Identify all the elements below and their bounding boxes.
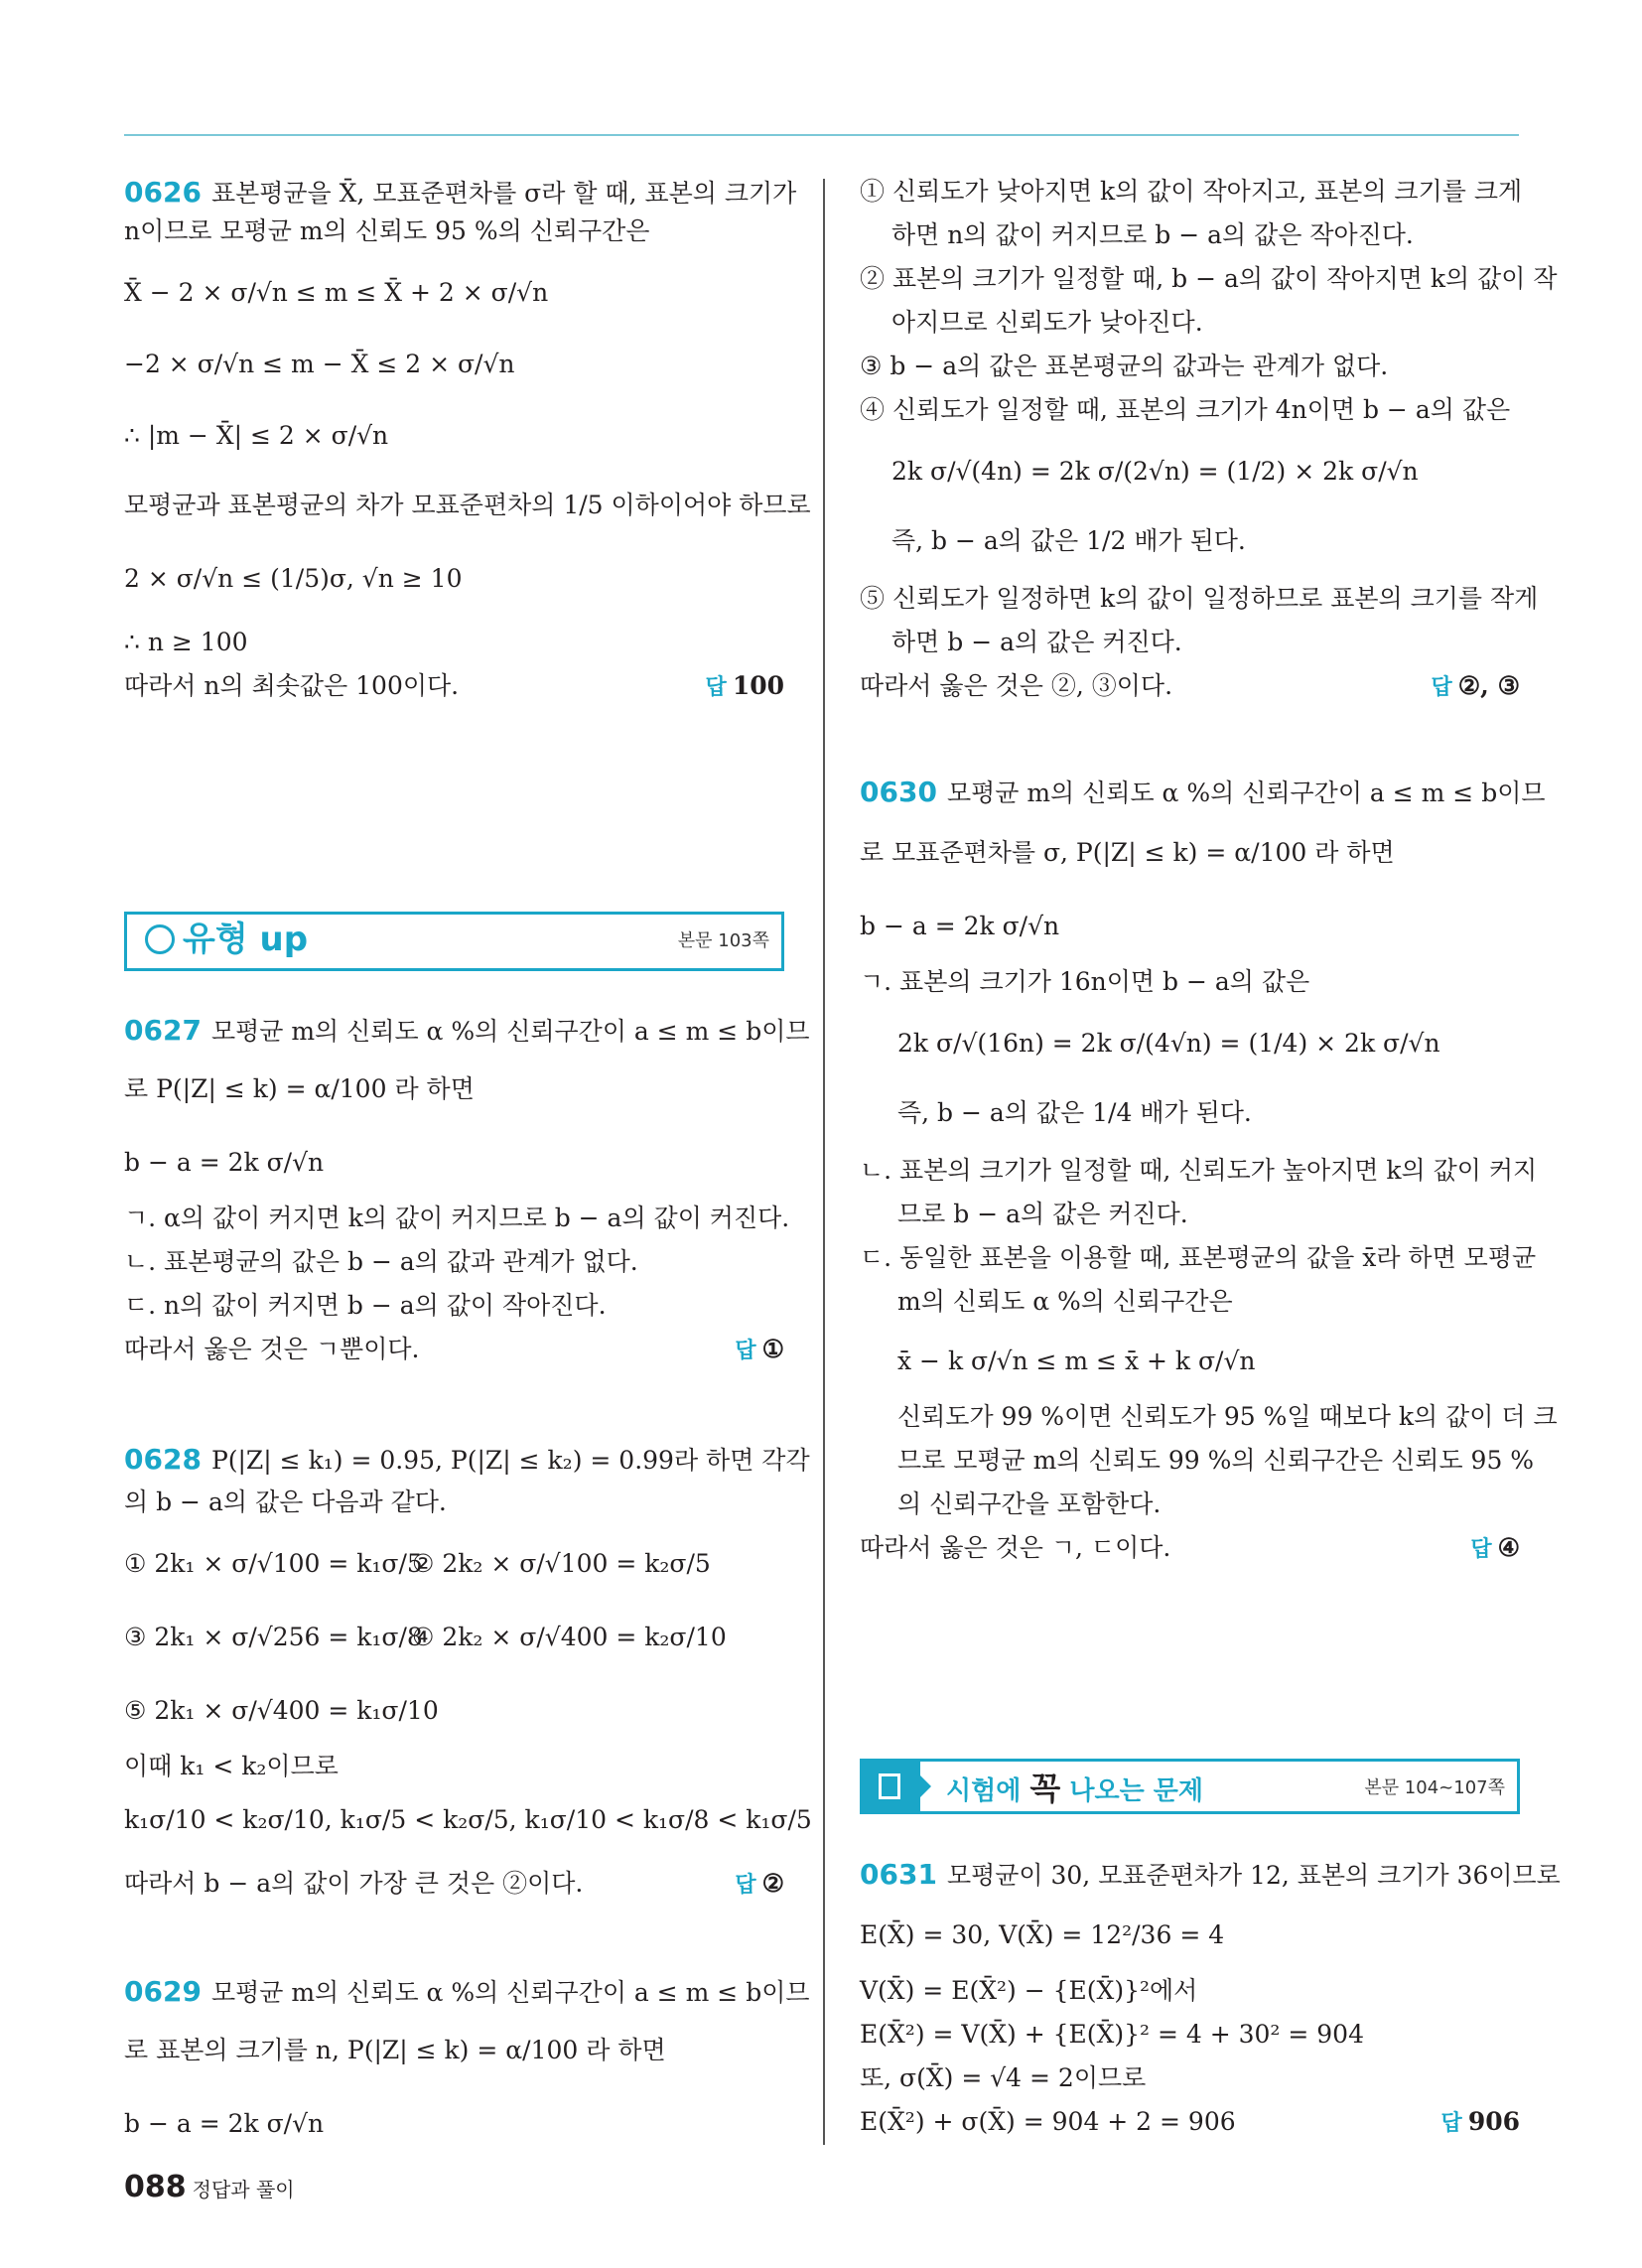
problem-0630-line-1: 0630 모평균 m의 신뢰도 α %의 신뢰구간이 a ≤ m ≤ b이므: [860, 776, 1546, 808]
problem-0627-line-2: 로 P(|Z| ≤ k) = α/100 라 하면: [124, 1074, 475, 1103]
problem-0626-line-2: n이므로 모평균 m의 신뢰도 95 %의 신뢰구간은: [124, 216, 650, 245]
problem-0626-line-9: 따라서 n의 최솟값은 100이다.: [124, 671, 460, 700]
problem-0630-line-2: 로 모표준편차를 σ, P(|Z| ≤ k) = α/100 라 하면: [860, 838, 1395, 867]
problem-0631-line-5: 또, σ(X̄) = √4 = 2이므로: [860, 2063, 1147, 2092]
choice-4-formula: 2k σ/√(4n) = 2k σ/(2√n) = (1/2) × 2k σ/√n: [891, 457, 1419, 486]
problem-0626-line-5: ∴ |m − X̄| ≤ 2 × σ/√n: [124, 421, 389, 450]
column-divider: [823, 179, 825, 2145]
section-header-exam-problems: [860, 1759, 1520, 1814]
problem-number: 0629: [124, 1975, 202, 2008]
problem-0628-line-4: k₁σ/10 < k₂σ/10, k₁σ/5 < k₂σ/5, k₁σ/10 < k₁σ/8 < k₁σ/5: [124, 1805, 812, 1834]
problem-0626-line-6: 모평균과 표본평균의 차가 모표준편차의 1/5 이하이어야 하므로: [124, 491, 811, 519]
problem-0631-line-3: V(X̄) = E(X̄²) − {E(X̄)}²에서: [860, 1976, 1198, 2005]
problem-0627-line-7: 따라서 옳은 것은 ㄱ뿐이다.: [124, 1335, 420, 1363]
problem-0630-line-4: ㄱ. 표본의 크기가 16n이면 b − a의 값은: [860, 967, 1310, 996]
choice-1-line-2: 하면 n의 값이 커지므로 b − a의 값은 작아진다.: [891, 220, 1414, 249]
problem-0630-line-10: m의 신뢰도 α %의 신뢰구간은: [897, 1287, 1233, 1316]
problem-0627-line-4: ㄱ. α의 값이 커지면 k의 값이 커지므로 b − a의 값이 커진다.: [124, 1204, 790, 1232]
answer-0626: 답 100: [705, 671, 784, 700]
page-footer: [124, 2170, 295, 2204]
section-page-ref: 본문 104~107쪽: [1364, 1777, 1505, 1798]
choice-2-line-1: ② 표본의 크기가 일정할 때, b − a의 값이 작아지면 k의 값이 작: [860, 264, 1558, 293]
problem-0626-line-3: X̄ − 2 × σ/√n ≤ m ≤ X̄ + 2 × σ/√n: [124, 278, 549, 307]
section-label: 정답과 풀이: [192, 2178, 295, 2201]
problem-0628-line-5: 따라서 b − a의 값이 가장 큰 것은 ②이다.: [124, 1869, 584, 1898]
problem-0630-line-5: 2k σ/√(16n) = 2k σ/(4√n) = (1/4) × 2k σ/√n: [897, 1029, 1440, 1058]
choice-3: ③ b − a의 값은 표본평균의 값과는 관계가 없다.: [860, 352, 1389, 380]
problem-number: 0628: [124, 1443, 202, 1476]
problem-0627-line-3: b − a = 2k σ/√n: [124, 1148, 325, 1177]
problem-0630-line-13: 므로 모평균 m의 신뢰도 99 %의 신뢰구간은 신뢰도 95 %: [897, 1446, 1535, 1475]
problem-0630-line-12: 신뢰도가 99 %이면 신뢰도가 95 %일 때보다 k의 값이 더 크: [897, 1402, 1558, 1431]
answer-0627: 답 ①: [735, 1335, 784, 1363]
page-number: 088: [124, 2170, 187, 2204]
problem-number: 0626: [124, 176, 202, 209]
option-5: ⑤ 2k₁ × σ/√400 = k₁σ/10: [124, 1696, 439, 1725]
answer-0631: 답 906: [1440, 2107, 1520, 2136]
problem-0631-line-4: E(X̄²) = V(X̄) + {E(X̄)}² = 4 + 30² = 904: [860, 2020, 1364, 2049]
problem-0630-line-15: 따라서 옳은 것은 ㄱ, ㄷ이다.: [860, 1533, 1171, 1562]
problem-0628-line-3: 이때 k₁ < k₂이므로: [124, 1752, 339, 1780]
type-up-icon: [145, 924, 175, 954]
problem-0629-line-3: b − a = 2k σ/√n: [124, 2109, 325, 2138]
problem-0630-line-14: 의 신뢰구간을 포함한다.: [897, 1489, 1162, 1518]
choice-4-line-3: 즉, b − a의 값은 1/2 배가 된다.: [891, 526, 1246, 555]
problem-0626-line-8: ∴ n ≥ 100: [124, 628, 248, 656]
choice-2-line-2: 아지므로 신뢰도가 낮아진다.: [891, 308, 1203, 337]
option-1: ① 2k₁ × σ/√100 = k₁σ/5: [124, 1549, 423, 1578]
arrow-icon: [920, 1775, 931, 1797]
problem-0627-line-5: ㄴ. 표본평균의 값은 b − a의 값과 관계가 없다.: [124, 1247, 638, 1276]
problem-0627-line-6: ㄷ. n의 값이 커지면 b − a의 값이 작아진다.: [124, 1291, 607, 1320]
problem-0626-line-4: −2 × σ/√n ≤ m − X̄ ≤ 2 × σ/√n: [124, 350, 515, 378]
choice-5-line-2: 하면 b − a의 값은 커진다.: [891, 628, 1182, 656]
choice-1-line-1: ① 신뢰도가 낮아지면 k의 값이 작아지고, 표본의 크기를 크게: [860, 177, 1523, 206]
problem-number: 0627: [124, 1014, 202, 1047]
problem-0629-line-2: 로 표본의 크기를 n, P(|Z| ≤ k) = α/100 라 하면: [124, 2036, 666, 2064]
section-title: 유형 up: [145, 922, 308, 956]
choice-4-line-1: ④ 신뢰도가 일정할 때, 표본의 크기가 4n이면 b − a의 값은: [860, 395, 1511, 424]
section-title: 시험에 꼭 나오는 문제: [946, 1770, 1204, 1807]
book-icon-block: [863, 1762, 920, 1811]
answer-0630: 답 ④: [1470, 1533, 1520, 1562]
choice-5-line-1: ⑤ 신뢰도가 일정하면 k의 값이 일정하므로 표본의 크기를 작게: [860, 584, 1539, 613]
problem-0630-line-9: ㄷ. 동일한 표본을 이용할 때, 표본평균의 값을 x̄라 하면 모평균: [860, 1243, 1537, 1272]
top-rule: [124, 134, 1519, 136]
problem-0628-line-2: 의 b − a의 값은 다음과 같다.: [124, 1488, 447, 1516]
problem-0630-line-11: x̄ − k σ/√n ≤ m ≤ x̄ + k σ/√n: [897, 1347, 1256, 1375]
option-4: ④ 2k₂ × σ/√400 = k₂σ/10: [412, 1623, 727, 1651]
answer-0629: 답 ②, ③: [1431, 671, 1520, 700]
problem-0628-line-1: 0628 P(|Z| ≤ k₁) = 0.95, P(|Z| ≤ k₂) = 0.99라 하면 각각: [124, 1443, 810, 1476]
answer-0628: 답 ②: [735, 1869, 784, 1898]
problem-0631-line-6: E(X̄²) + σ(X̄) = 904 + 2 = 906: [860, 2107, 1236, 2136]
option-2: ② 2k₂ × σ/√100 = k₂σ/5: [412, 1549, 711, 1578]
problem-0630-line-6: 즉, b − a의 값은 1/4 배가 된다.: [897, 1098, 1252, 1127]
problem-0631-line-2: E(X̄) = 30, V(X̄) = 12²/36 = 4: [860, 1920, 1225, 1949]
problem-0626-line-1: 0626 표본평균을 X̄, 모표준편차를 σ라 할 때, 표본의 크기가: [124, 176, 797, 209]
problem-number: 0631: [860, 1858, 937, 1891]
problem-number: 0630: [860, 776, 937, 808]
problem-0630-line-8: 므로 b − a의 값은 커진다.: [897, 1200, 1188, 1228]
problem-0629-line-1: 0629 모평균 m의 신뢰도 α %의 신뢰구간이 a ≤ m ≤ b이므: [124, 1975, 810, 2008]
problem-0631-line-1: 0631 모평균이 30, 모표준편차가 12, 표본의 크기가 36이므로: [860, 1858, 1561, 1891]
option-3: ③ 2k₁ × σ/√256 = k₁σ/8: [124, 1623, 423, 1651]
problem-0626-line-7: 2 × σ/√n ≤ (1/5)σ, √n ≥ 10: [124, 564, 463, 593]
problem-0630-line-3: b − a = 2k σ/√n: [860, 912, 1060, 940]
book-icon: [879, 1773, 900, 1799]
section-page-ref: 본문 103쪽: [677, 930, 769, 951]
problem-0627-line-1: 0627 모평균 m의 신뢰도 α %의 신뢰구간이 a ≤ m ≤ b이므: [124, 1014, 810, 1047]
problem-0629-conclusion: 따라서 옳은 것은 ②, ③이다.: [860, 671, 1173, 700]
section-header-type-up: [124, 912, 784, 971]
problem-0630-line-7: ㄴ. 표본의 크기가 일정할 때, 신뢰도가 높아지면 k의 값이 커지: [860, 1156, 1538, 1185]
